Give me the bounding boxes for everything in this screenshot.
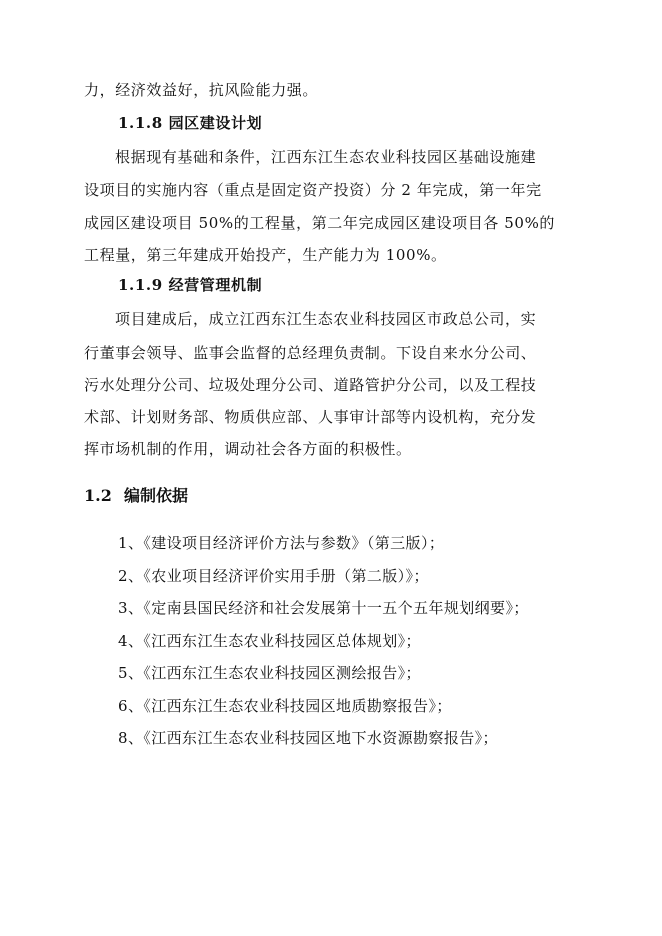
paragraph-line: 成园区建设项目 50%的工程量，第二年完成园区建设项目各 50%的 <box>84 214 556 232</box>
reference-item: 8、《江西东江生态农业科技园区地下水资源勘察报告》； <box>118 729 498 747</box>
reference-item: 1、《建设项目经济评价方法与参数》（第三版）； <box>118 534 445 552</box>
paragraph-line: 根据现有基础和条件，江西东江生态农业科技园区基础设施建 <box>115 148 537 166</box>
reference-item: 6、《江西东江生态农业科技园区地质勘察报告》； <box>118 697 452 715</box>
section-heading-1-1-8: 1.1.8 园区建设计划 <box>118 114 263 132</box>
paragraph-line: 污水处理分公司、垃圾处理分公司、道路管护分公司，以及工程技 <box>84 376 537 394</box>
paragraph-line: 设项目的实施内容（重点是固定资产投资）分 2 年完成，第一年完 <box>84 181 542 199</box>
paragraph-line: 术部、计划财务部、物质供应部、人事审计部等内设机构，充分发 <box>84 408 537 426</box>
paragraph-line: 行董事会领导、监事会监督的总经理负责制。下设自来水分公司、 <box>84 344 537 362</box>
section-title: 编制依据 <box>124 486 189 505</box>
paragraph-line: 工程量，第三年建成开始投产，生产能力为 100%。 <box>84 246 447 264</box>
reference-item: 3、《定南县国民经济和社会发展第十一五个五年规划纲要》； <box>118 599 529 617</box>
reference-item: 2、《农业项目经济评价实用手册（第二版）》； <box>118 567 429 585</box>
section-heading-1-2 <box>84 485 188 507</box>
paragraph-line: 挥市场机制的作用，调动社会各方面的积极性。 <box>84 440 412 458</box>
reference-item: 5、《江西东江生态农业科技园区测绘报告》； <box>118 664 421 682</box>
section-number: 1.2 <box>84 486 112 505</box>
section-heading-1-1-9: 1.1.9 经营管理机制 <box>118 276 263 294</box>
paragraph-line: 力，经济效益好，抗风险能力强。 <box>84 81 319 99</box>
reference-item: 4、《江西东江生态农业科技园区总体规划》； <box>118 632 421 650</box>
paragraph-line: 项目建成后，成立江西东江生态农业科技园区市政总公司，实 <box>115 310 537 328</box>
